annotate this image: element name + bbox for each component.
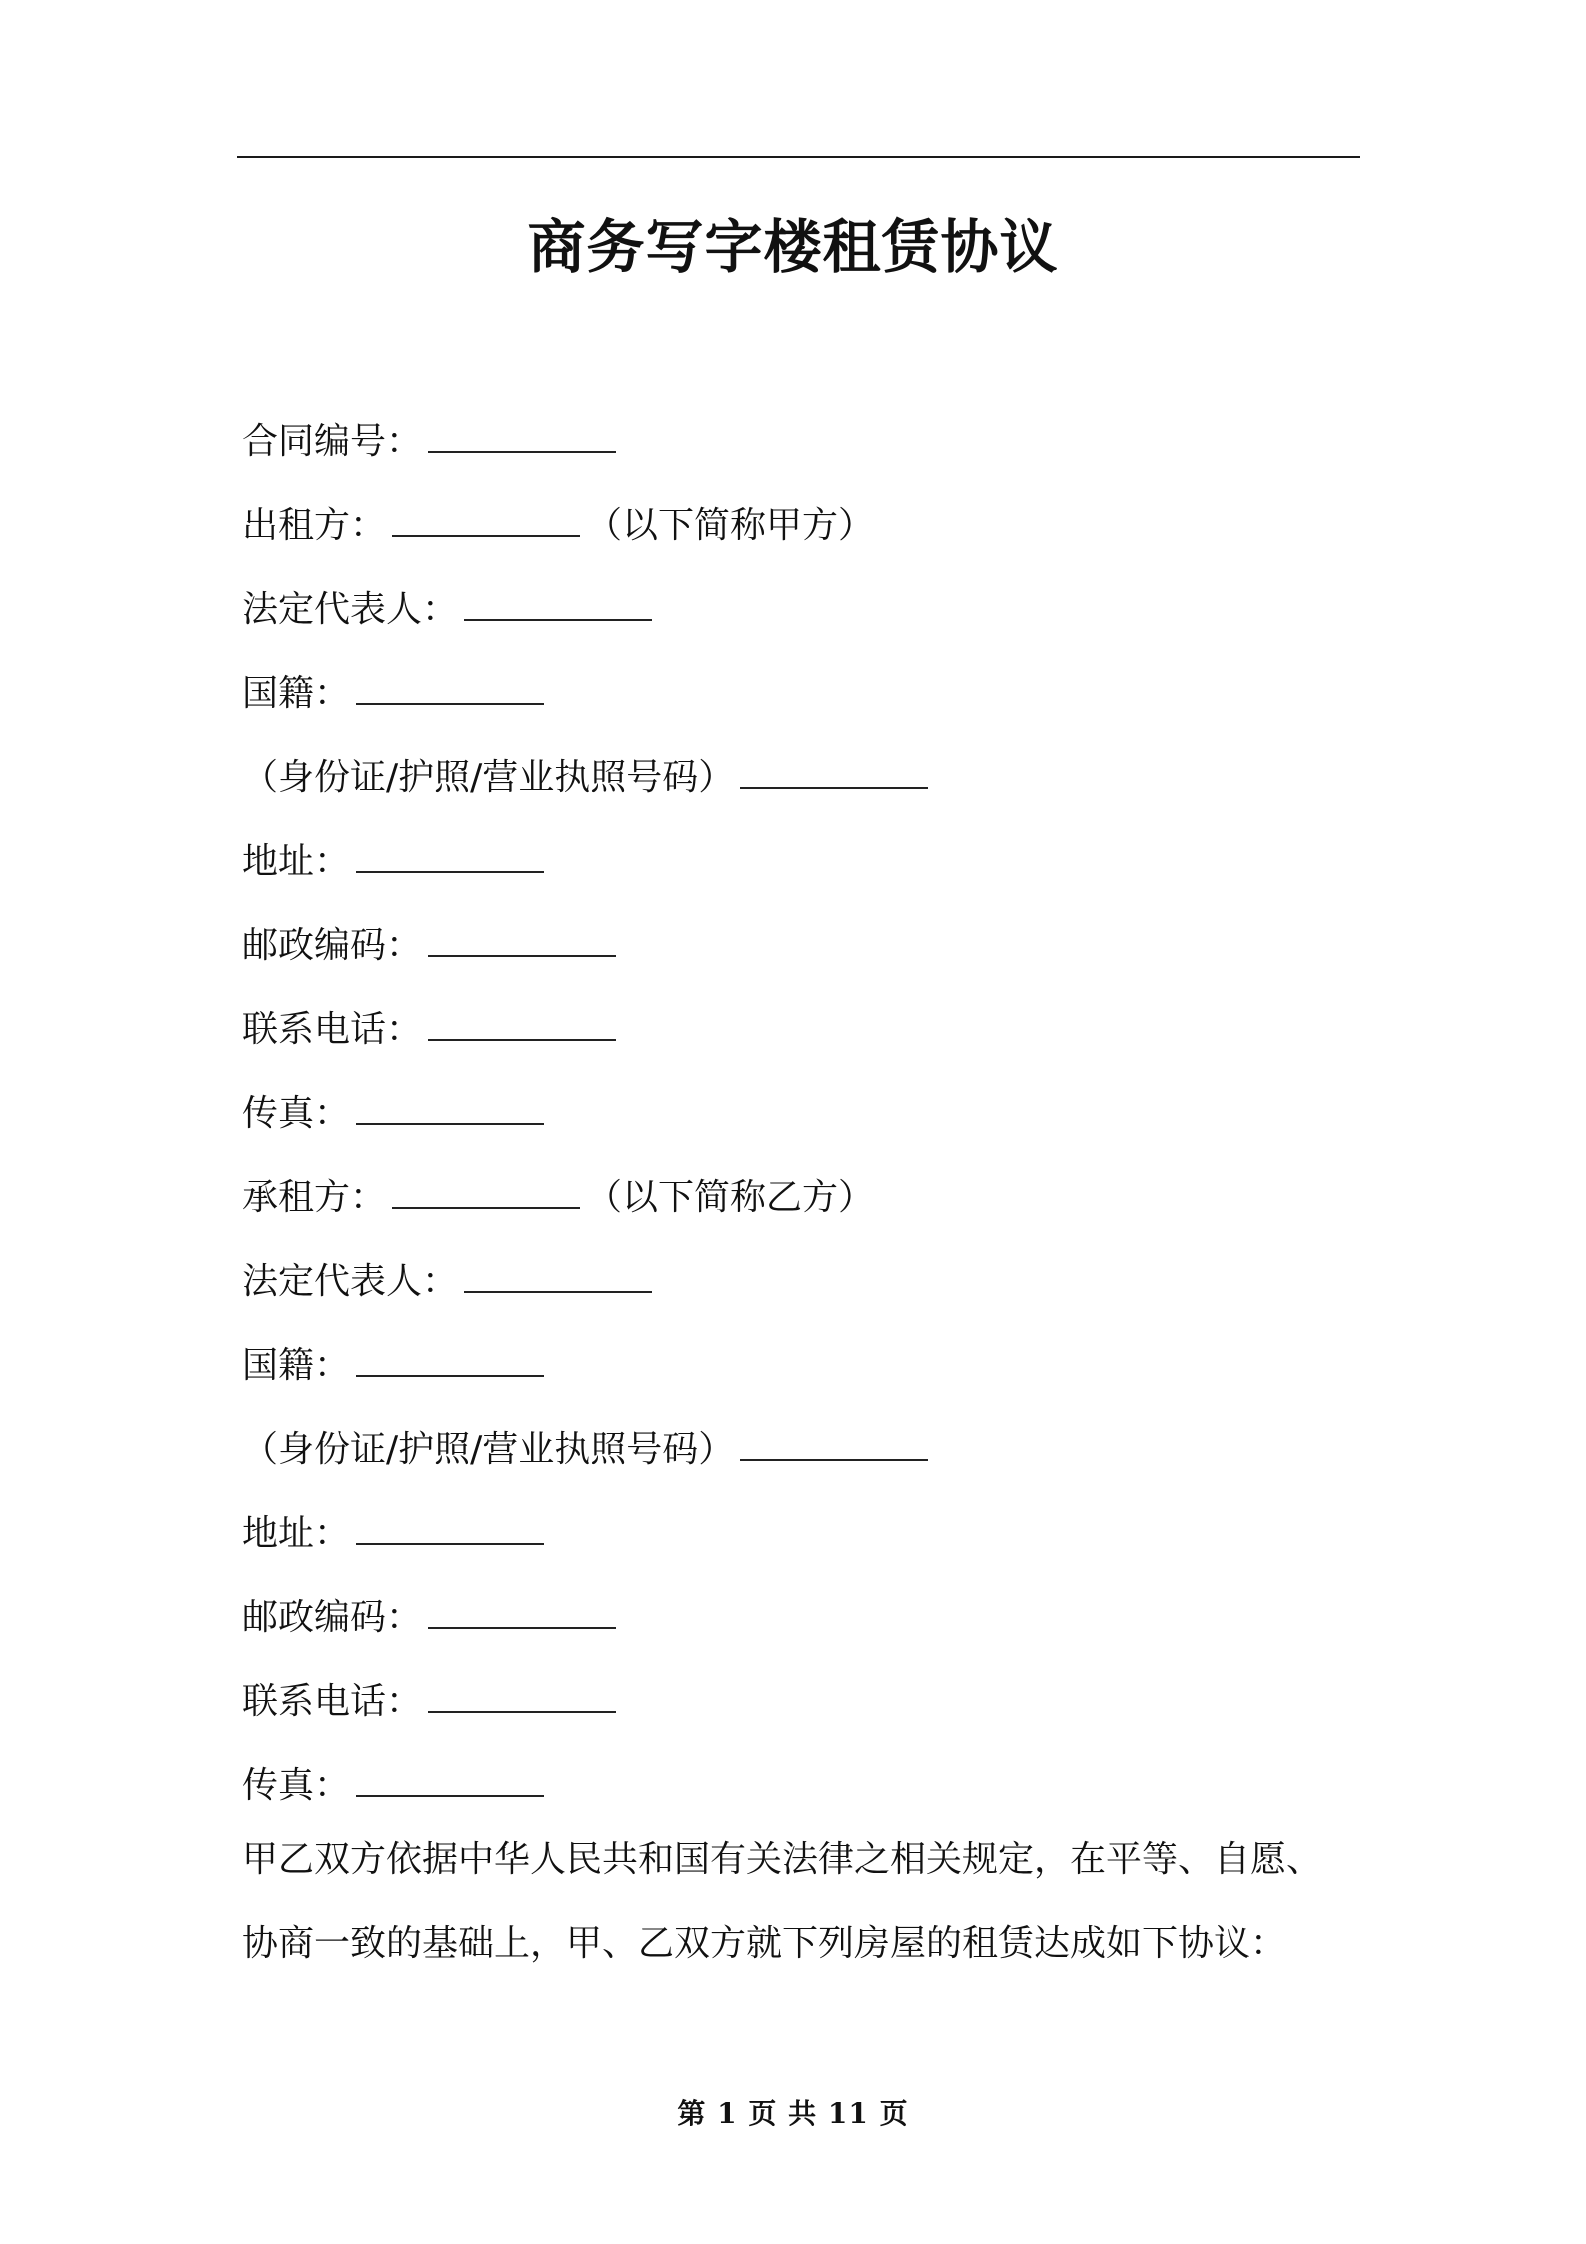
field-lessee-address	[242, 1492, 1362, 1576]
fill-blank[interactable]	[392, 509, 580, 537]
party-info-fields	[242, 400, 1362, 1828]
field-lessor-representative	[242, 568, 1362, 652]
field-lessor-postcode	[242, 904, 1362, 988]
field-suffix: （以下简称乙方）	[586, 1177, 875, 1218]
fill-blank[interactable]	[392, 1181, 580, 1209]
fill-blank[interactable]	[356, 1769, 544, 1797]
field-lessee-phone	[242, 1660, 1362, 1744]
fill-blank[interactable]	[428, 1685, 616, 1713]
field-label: 地址：	[242, 1513, 351, 1554]
field-label: （身份证/护照/营业执照号码）	[242, 757, 735, 798]
field-suffix: （以下简称甲方）	[586, 505, 875, 546]
field-label: 传真：	[242, 1093, 351, 1134]
fill-blank[interactable]	[740, 761, 928, 789]
field-label: 联系电话：	[242, 1009, 423, 1050]
field-label: 国籍：	[242, 1345, 351, 1386]
field-lessor	[242, 484, 1362, 568]
fill-blank[interactable]	[428, 929, 616, 957]
fill-blank[interactable]	[428, 425, 616, 453]
field-label: 邮政编码：	[242, 925, 423, 966]
fill-blank[interactable]	[356, 1517, 544, 1545]
field-lessee-postcode	[242, 1576, 1362, 1660]
field-contract-number	[242, 400, 1362, 484]
field-lessor-phone	[242, 988, 1362, 1072]
field-label: 合同编号：	[242, 421, 423, 462]
field-lessor-nationality	[242, 652, 1362, 736]
field-label: 出租方：	[242, 505, 387, 546]
fill-blank[interactable]	[356, 1349, 544, 1377]
document-title: 商务写字楼租赁协议	[527, 213, 1059, 281]
page-number: 第 1 页 共 11 页	[677, 2097, 909, 2130]
field-lessor-id-number	[242, 736, 1362, 820]
field-label: 地址：	[242, 841, 351, 882]
preamble-line: 甲乙双方依据中华人民共和国有关法律之相关规定，在平等、自愿、	[242, 1839, 1323, 1880]
fill-blank[interactable]	[428, 1013, 616, 1041]
field-lessee-id-number	[242, 1408, 1362, 1492]
fill-blank[interactable]	[356, 845, 544, 873]
header-rule	[237, 156, 1360, 158]
agreement-preamble	[242, 1818, 1362, 1986]
fill-blank[interactable]	[356, 677, 544, 705]
fill-blank[interactable]	[464, 1265, 652, 1293]
fill-blank[interactable]	[740, 1433, 928, 1461]
field-label: （身份证/护照/营业执照号码）	[242, 1429, 735, 1470]
field-label: 承租方：	[242, 1177, 387, 1218]
fill-blank[interactable]	[356, 1097, 544, 1125]
field-label: 国籍：	[242, 673, 351, 714]
field-lessor-address	[242, 820, 1362, 904]
field-label: 法定代表人：	[242, 1261, 459, 1302]
field-label: 邮政编码：	[242, 1597, 423, 1638]
field-label: 传真：	[242, 1765, 351, 1806]
field-label: 联系电话：	[242, 1681, 423, 1722]
field-lessee-nationality	[242, 1324, 1362, 1408]
field-label: 法定代表人：	[242, 589, 459, 630]
fill-blank[interactable]	[464, 593, 652, 621]
field-lessee	[242, 1156, 1362, 1240]
field-lessor-fax	[242, 1072, 1362, 1156]
preamble-line: 协商一致的基础上，甲、乙双方就下列房屋的租赁达成如下协议：	[242, 1923, 1287, 1964]
field-lessee-representative	[242, 1240, 1362, 1324]
fill-blank[interactable]	[428, 1601, 616, 1629]
field-lessee-fax	[242, 1744, 1362, 1828]
